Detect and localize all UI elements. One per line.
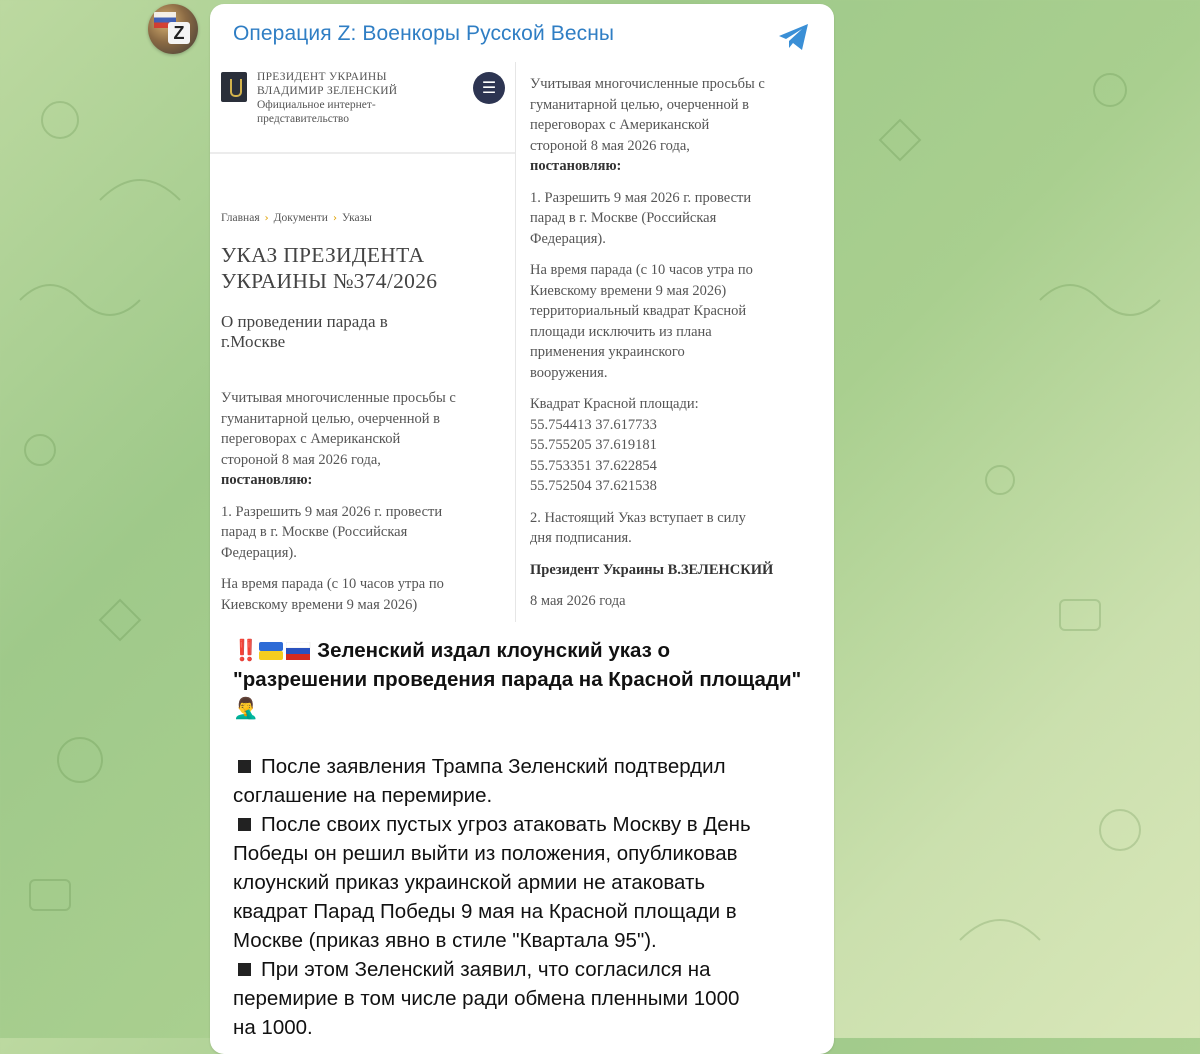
decree-paragraph: Учитывая многочисленные просьбы с гуманитарной целью, очерченной в переговорах с Американской стороной 8 мая 2026 года, постановляю: [221, 390, 456, 488]
breadcrumb-item-documents[interactable]: Документи [273, 212, 328, 224]
bullet-square-icon [238, 818, 251, 831]
decree-paragraph: 2. Настоящий Указ вступает в силу дня подписания. [530, 509, 746, 546]
decree-paragraph: На время парада (с 10 часов утра по Киевскому времени 9 мая 2026) [221, 576, 444, 613]
decree-left-column [210, 62, 515, 634]
message-bubble [210, 4, 834, 1054]
bullet-paragraph: После своих пустых угроз атаковать Москву в День [233, 810, 823, 839]
decree-paragraph: 1. Разрешить 9 мая 2026 г. провести парад в г. Москве (Российская Федерация). [530, 189, 752, 247]
decree-right-column [530, 62, 830, 634]
message-headline: ‼️ Зеленский издал клоунский указ о [233, 639, 671, 662]
decree-title: УКАЗ ПРЕЗИДЕНТА УКРАИНЫ №374/2026 [221, 243, 438, 293]
bullet-square-icon [238, 760, 251, 773]
decree-screenshot[interactable] [210, 62, 834, 634]
site-name: ПРЕЗИДЕНТ УКРАИНЫ ВЛАДИМИР ЗЕЛЕНСКИЙ Официальное интернет- представительство [257, 71, 398, 125]
breadcrumb-item-home[interactable]: Главная [221, 212, 260, 224]
decree-right-text [530, 74, 825, 612]
chevron-right-icon: › [264, 213, 269, 224]
message-headline-line2: "разрешении проведения парада на Красной площади" [233, 668, 802, 691]
menu-icon[interactable]: ☰ [473, 72, 505, 104]
message-text: ‼️ Зеленский издал клоунский указ о "разрешении проведения парада на Красной площади" 🤦‍♂️ После заявления Трампа Зеленский подтвердил соглашение на перемирие. После своих пустых угроз атаковать Москву в День Победы он решил выйти из положения, опубликовав клоунский приказ украинской армии не атаковать квадрат Парад Победы 9 мая на Красной площади в Москве (приказ явно в стиле "Квартала 95"). При этом Зеленский заявил, что согласился на перемирие в том числе ради обмена пленными 1000 на 1000. [233, 636, 823, 1042]
decree-signature: Президент Украины В.ЗЕЛЕНСКИЙ [530, 561, 774, 578]
ukraine-flag-icon [259, 642, 283, 660]
breadcrumb [221, 212, 372, 224]
double-exclamation-icon: ‼️ [233, 639, 259, 662]
column-divider [515, 62, 516, 622]
avatar-letter: Z [168, 22, 190, 44]
telegram-plane-icon[interactable] [775, 18, 813, 56]
breadcrumb-item-decrees[interactable]: Указы [341, 212, 372, 224]
site-header [210, 62, 515, 154]
decree-paragraph: 1. Разрешить 9 мая 2026 г. провести парад в г. Москве (Российская Федерация). [221, 503, 443, 561]
decree-paragraph: На время парада (с 10 часов утра по Киевскому времени 9 мая 2026) территориальный квадрат Красной площади исключить из плана применения украинского вооружения. [530, 262, 753, 381]
emblem-icon [221, 72, 247, 102]
chevron-right-icon: › [332, 213, 337, 224]
decree-paragraph: Учитывая многочисленные просьбы с гуманитарной целью, очерченной в переговорах с Американской стороной 8 мая 2026 года, постановляю: [530, 76, 765, 174]
decree-subtitle: О проведении парада в г.Москве [221, 312, 388, 351]
decree-date: 8 мая 2026 года [530, 593, 626, 609]
bullet-square-icon [238, 963, 251, 976]
decree-left-text [221, 388, 506, 615]
bullet-paragraph: При этом Зеленский заявил, что согласился на [233, 955, 823, 984]
coordinates-block: Квадрат Красной площади: 55.754413 37.617733 55.755205 37.619181 55.753351 37.622854 55.752504 37.621538 [530, 396, 699, 494]
channel-avatar[interactable] [148, 4, 198, 54]
crop-fade [210, 620, 515, 634]
channel-title[interactable]: Операция Z: Военкоры Русской Весны [233, 22, 615, 45]
bullet-paragraph: После заявления Трампа Зеленский подтвердил [233, 752, 823, 781]
facepalm-emoji-icon: 🤦‍♂️ [233, 697, 259, 720]
russia-flag-icon [286, 642, 312, 660]
